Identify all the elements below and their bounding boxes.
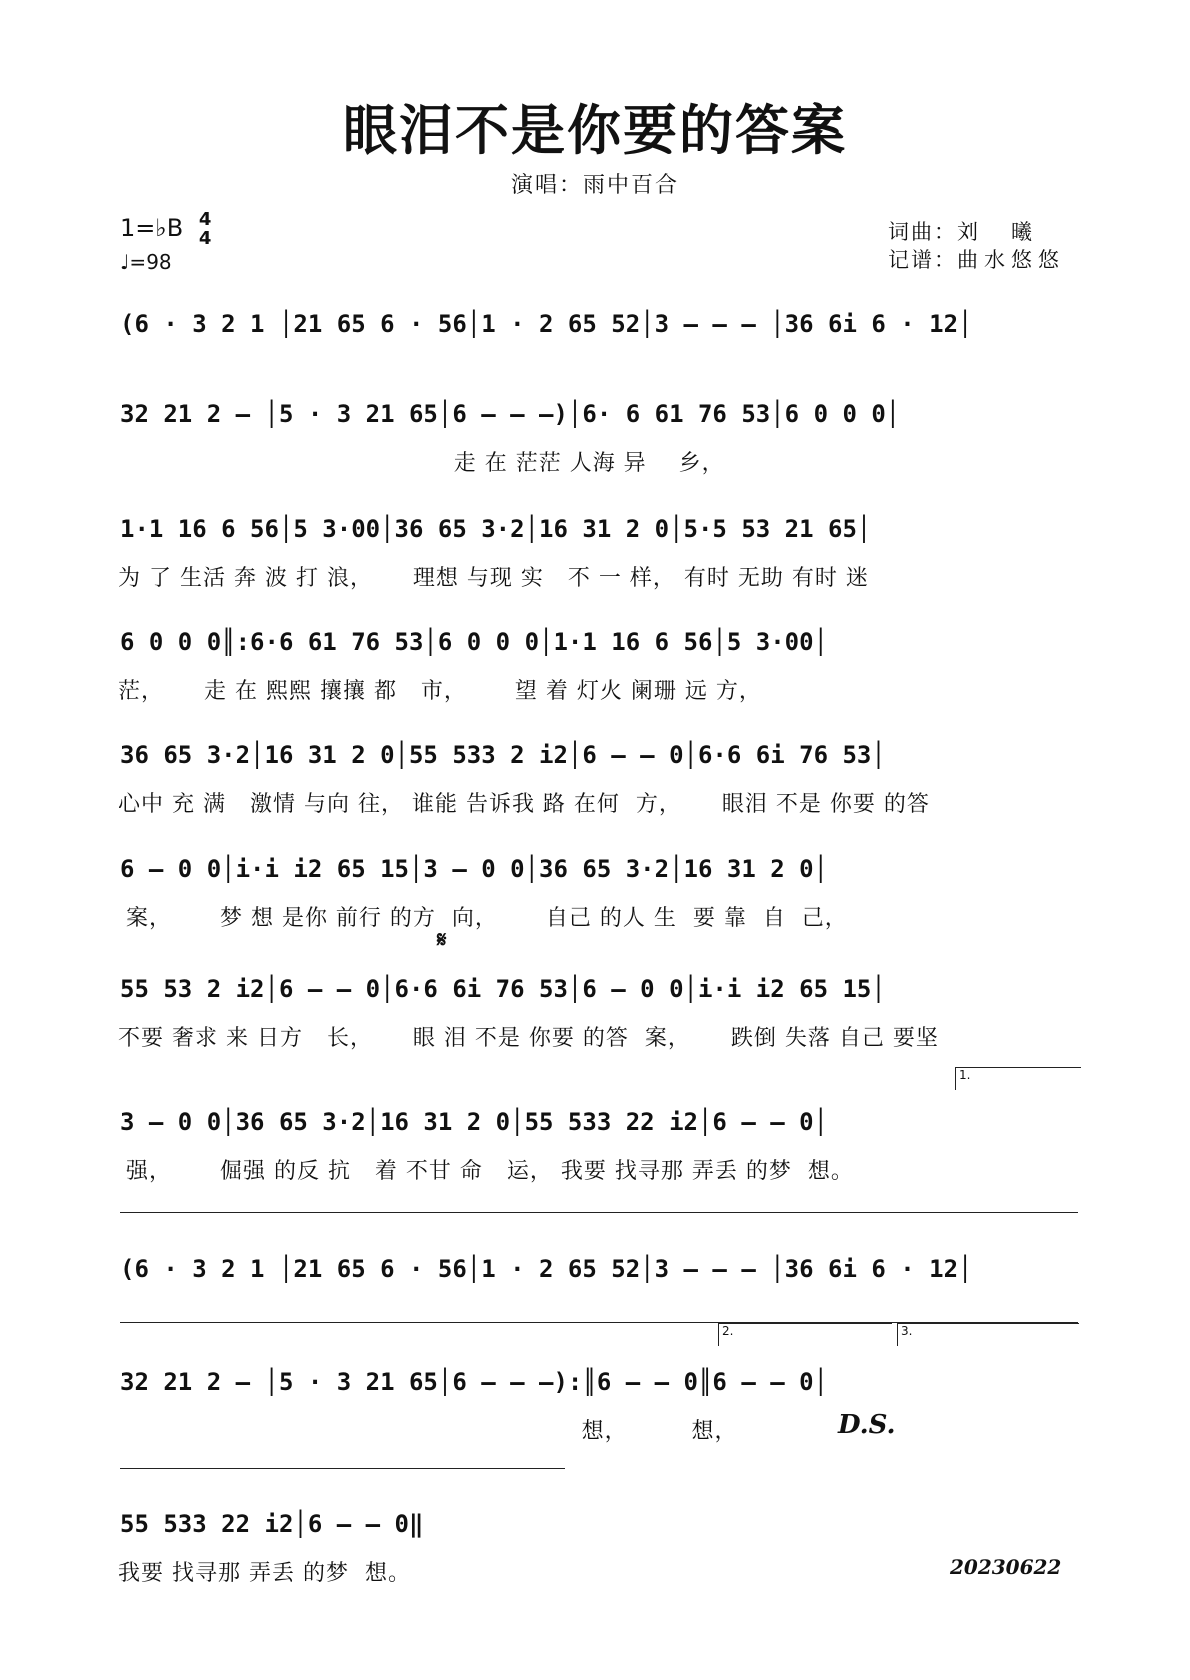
singer-credit: 演唱：雨中百合 bbox=[510, 173, 679, 198]
volta-bracket-1: 1. bbox=[955, 1067, 1081, 1090]
time-bottom: 4 bbox=[198, 228, 212, 249]
notes-line: (6 · 3 2 1 │21 65 6 · 56│1 · 2 65 52│3 – – – │36 6i 6 · 12│ bbox=[120, 310, 973, 338]
score-title: 眼泪不是你要的答案 bbox=[343, 98, 847, 162]
lyrics-line: 为 了 生活 奔 波 打 浪， 理想 与现 实 不 一 样， 有时 无助 有时 迷 bbox=[118, 566, 869, 591]
lyricist-label: 词曲： bbox=[888, 220, 957, 244]
transcriber-line bbox=[888, 246, 1065, 274]
transcriber-label: 记谱： bbox=[888, 248, 957, 272]
segno-sign: 𝄋 bbox=[437, 928, 447, 953]
lyrics-line: 心中 充 满 激情 与向 往， 谁能 告诉我 路 在何 方， 眼泪 不是 你要 的答 bbox=[118, 792, 930, 817]
notes-line: 6 0 0 0║:6·6 61 76 53│6 0 0 0│1·1 16 6 56│5 3·00│ bbox=[120, 628, 829, 656]
da-segno-mark: D.S. bbox=[838, 1410, 896, 1440]
credits bbox=[888, 218, 1065, 274]
lyricist-name: 刘 曦 bbox=[957, 220, 1038, 244]
volta-bracket-end bbox=[120, 1468, 565, 1469]
lyrics-line: 强， 倔强 的反 抗 着 不甘 命 运， 我要 找寻那 弄丢 的梦 想。 bbox=[118, 1159, 854, 1184]
lyricist-line bbox=[888, 218, 1065, 246]
notes-line: 36 65 3·2│16 31 2 0│55 533 2 i2│6 – – 0│6·6 6i 76 53│ bbox=[120, 741, 886, 769]
lyrics-line: 想， 想， bbox=[118, 1419, 738, 1444]
notes-line: 32 21 2 – │5 · 3 21 65│6 – – –)│6· 6 61 76 53│6 0 0 0│ bbox=[120, 400, 901, 428]
volta-bracket-3: 3. bbox=[897, 1323, 1079, 1346]
notes-line: 55 533 22 i2│6 – – 0‖ bbox=[120, 1510, 424, 1538]
divider-rule bbox=[120, 1212, 1078, 1213]
lyrics-line: 茫， 走 在 熙熙 攘攘 都 市， 望 着 灯火 阑珊 远 方， bbox=[118, 679, 762, 704]
lyrics-line: 我要 找寻那 弄丢 的梦 想。 bbox=[118, 1561, 411, 1586]
time-signature bbox=[199, 210, 212, 248]
lyrics-line: 不要 奢求 来 日方 长， 眼 泪 不是 你要 的答 案， 跌倒 失落 自己 要坚 bbox=[118, 1026, 939, 1051]
notes-line: 3 – 0 0│36 65 3·2│16 31 2 0│55 533 22 i2│6 – – 0│ bbox=[120, 1108, 829, 1136]
lyrics-line: 走 在 茫茫 人海 异 乡， bbox=[118, 451, 725, 476]
key-signature bbox=[120, 210, 211, 248]
date-stamp: 20230622 bbox=[950, 1555, 1062, 1579]
notes-line: 55 53 2 i2│6 – – 0│6·6 6i 76 53│6 – 0 0│i·i i2 65 15│ bbox=[120, 975, 886, 1003]
key-text: 1=♭B bbox=[120, 214, 184, 242]
notes-line: 1·1 16 6 56│5 3·00│36 65 3·2│16 31 2 0│5·5 53 21 65│ bbox=[120, 515, 872, 543]
tempo-marking: ♩=98 bbox=[120, 250, 172, 274]
transcriber-name: 曲水悠悠 bbox=[957, 248, 1065, 272]
volta-bracket-2: 2. bbox=[718, 1323, 892, 1346]
lyrics-line: 案， 梦 想 是你 前行 的方 向， 自己 的人 生 要 靠 自 己， bbox=[118, 906, 848, 931]
time-top: 4 bbox=[198, 209, 212, 230]
notes-line: 6 – 0 0│i·i i2 65 15│3 – 0 0│36 65 3·2│16 31 2 0│ bbox=[120, 855, 829, 883]
notes-line: (6 · 3 2 1 │21 65 6 · 56│1 · 2 65 52│3 – – – │36 6i 6 · 12│ bbox=[120, 1255, 973, 1283]
notes-line: 32 21 2 – │5 · 3 21 65│6 – – –):║6 – – 0║6 – – 0│ bbox=[120, 1368, 829, 1396]
